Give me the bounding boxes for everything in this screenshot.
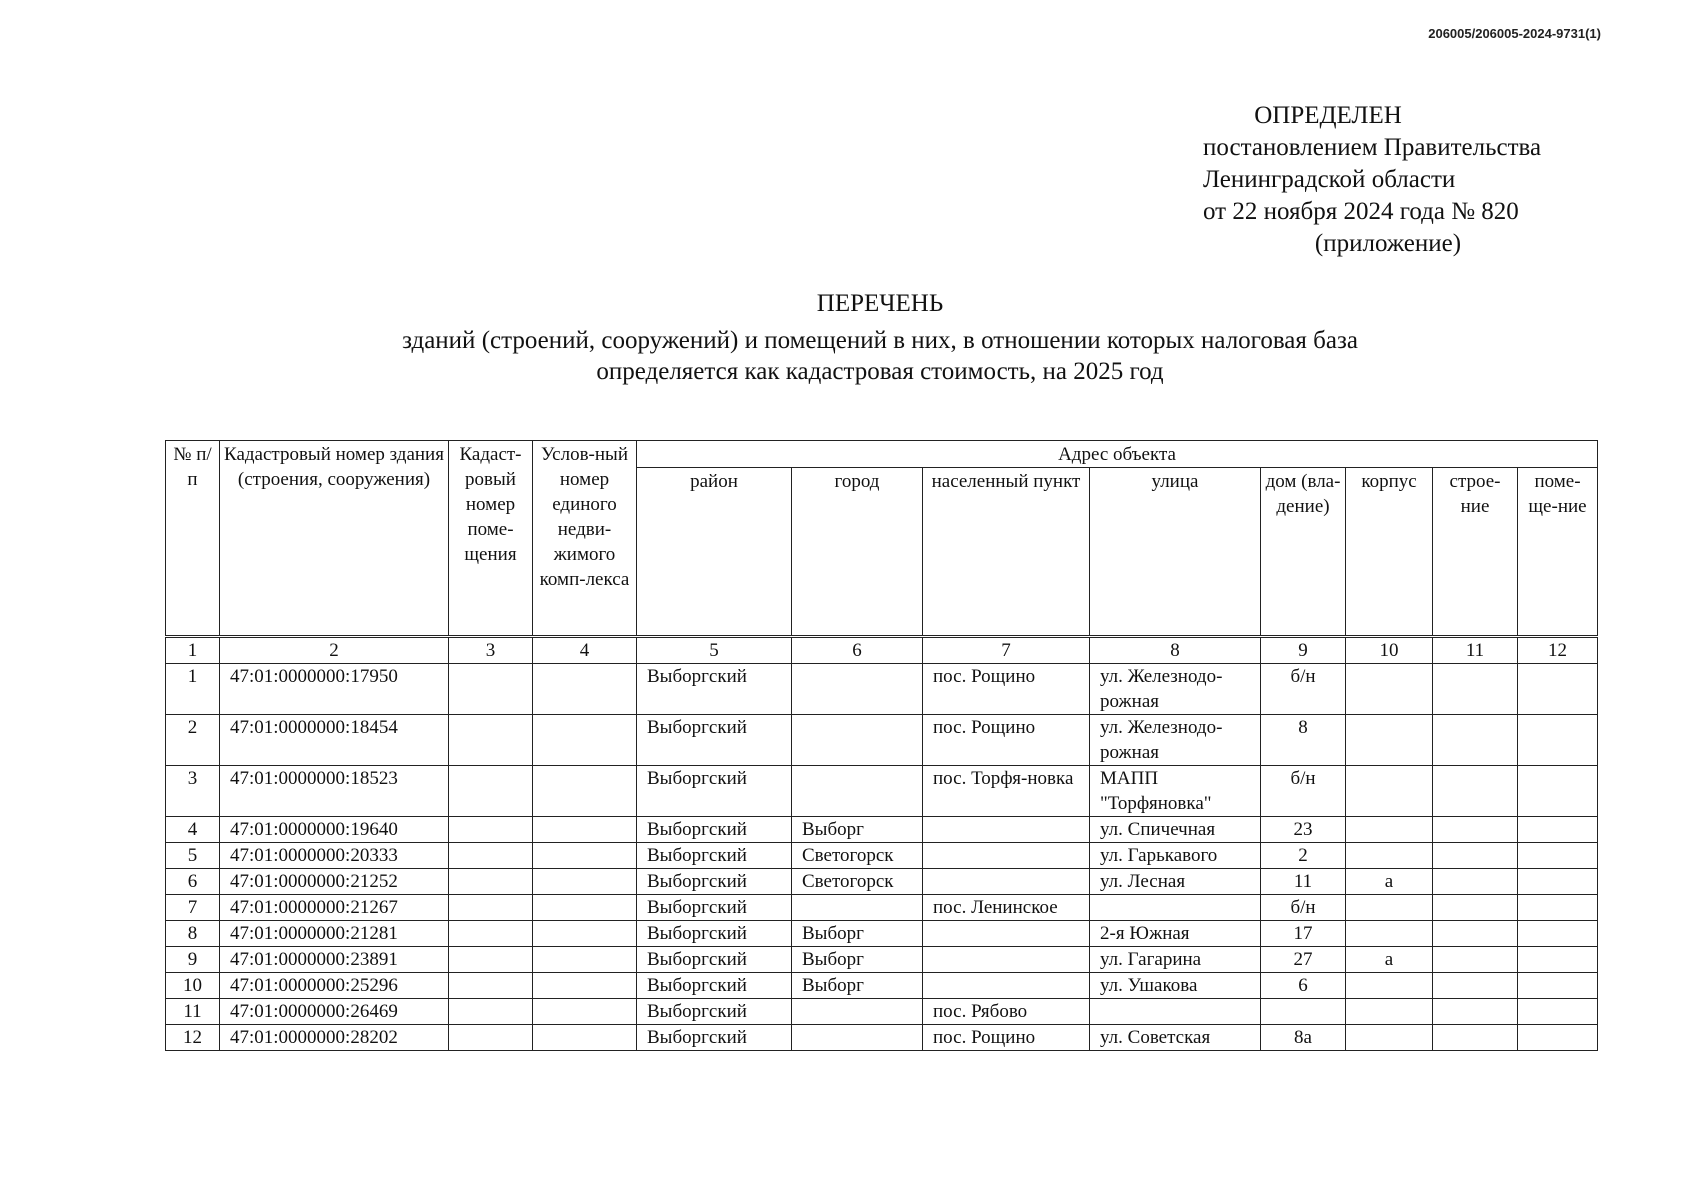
table-row [166, 895, 1598, 921]
cell-street: ул. Лесная [1090, 869, 1261, 895]
cell-street [1090, 895, 1261, 921]
cell-district: Выборгский [637, 843, 792, 869]
table-row [166, 973, 1598, 999]
cell-conditional [533, 664, 637, 715]
header-street: улица [1090, 468, 1261, 637]
cell-room-cadastral [449, 766, 533, 817]
cell-street: ул. Железнодо-рожная [1090, 715, 1261, 766]
cell-street: ул. Гарькавого [1090, 843, 1261, 869]
cell-num: 9 [166, 947, 220, 973]
cell-structure [1433, 973, 1518, 999]
table-row [166, 843, 1598, 869]
column-number: 2 [220, 637, 449, 664]
cell-num: 5 [166, 843, 220, 869]
column-number: 10 [1346, 637, 1433, 664]
cell-structure [1433, 843, 1518, 869]
cell-city [792, 715, 923, 766]
cell-settlement: пос. Торфя-новка [923, 766, 1090, 817]
cell-district: Выборгский [637, 766, 792, 817]
cell-num: 2 [166, 715, 220, 766]
cell-room [1518, 999, 1598, 1025]
cell-house: 2 [1261, 843, 1346, 869]
column-number: 11 [1433, 637, 1518, 664]
cell-street: 2-я Южная [1090, 921, 1261, 947]
cell-settlement [923, 843, 1090, 869]
cell-structure [1433, 895, 1518, 921]
approval-block [1203, 100, 1603, 260]
cell-room [1518, 843, 1598, 869]
cell-conditional [533, 895, 637, 921]
cell-room-cadastral [449, 999, 533, 1025]
cell-house: 23 [1261, 817, 1346, 843]
cell-conditional [533, 869, 637, 895]
cell-house: 8а [1261, 1025, 1346, 1051]
cell-room [1518, 766, 1598, 817]
cell-conditional [533, 766, 637, 817]
cell-cadastral: 47:01:0000000:18523 [220, 766, 449, 817]
cell-conditional [533, 1025, 637, 1051]
cell-building [1346, 921, 1433, 947]
cell-district: Выборгский [637, 817, 792, 843]
header-settlement: населенный пункт [923, 468, 1090, 637]
column-number: 5 [637, 637, 792, 664]
cell-room [1518, 715, 1598, 766]
header-num: № п/п [166, 441, 220, 637]
cell-room-cadastral [449, 921, 533, 947]
cell-district: Выборгский [637, 999, 792, 1025]
column-number: 7 [923, 637, 1090, 664]
cell-district: Выборгский [637, 973, 792, 999]
cell-cadastral: 47:01:0000000:18454 [220, 715, 449, 766]
cell-building [1346, 843, 1433, 869]
cell-room-cadastral [449, 973, 533, 999]
cell-building [1346, 766, 1433, 817]
cell-num: 4 [166, 817, 220, 843]
cell-room [1518, 947, 1598, 973]
header-room: поме-ще-ние [1518, 468, 1598, 637]
cell-settlement: пос. Рощино [923, 1025, 1090, 1051]
table-row [166, 869, 1598, 895]
column-number: 3 [449, 637, 533, 664]
cell-cadastral: 47:01:0000000:23891 [220, 947, 449, 973]
table-row [166, 999, 1598, 1025]
document-subtitle-line-2: определяется как кадастровая стоимость, на 2025 год [596, 358, 1164, 385]
cell-room [1518, 817, 1598, 843]
cell-num: 1 [166, 664, 220, 715]
cell-conditional [533, 947, 637, 973]
cell-room [1518, 895, 1598, 921]
cell-num: 10 [166, 973, 220, 999]
cell-district: Выборгский [637, 664, 792, 715]
cell-room-cadastral [449, 715, 533, 766]
cell-settlement: пос. Рябово [923, 999, 1090, 1025]
cell-conditional [533, 999, 637, 1025]
cell-structure [1433, 921, 1518, 947]
cell-settlement [923, 947, 1090, 973]
cell-cadastral: 47:01:0000000:19640 [220, 817, 449, 843]
cell-cadastral: 47:01:0000000:28202 [220, 1025, 449, 1051]
header-building: корпус [1346, 468, 1433, 637]
cell-house: б/н [1261, 766, 1346, 817]
approval-line-3: Ленинградской области [1203, 166, 1456, 193]
cell-city: Светогорск [792, 843, 923, 869]
cell-building [1346, 1025, 1433, 1051]
cell-room [1518, 1025, 1598, 1051]
cell-building: а [1346, 947, 1433, 973]
column-number: 6 [792, 637, 923, 664]
cell-num: 7 [166, 895, 220, 921]
cell-house: 17 [1261, 921, 1346, 947]
column-number: 9 [1261, 637, 1346, 664]
column-number: 8 [1090, 637, 1261, 664]
header-cadastral-room: Кадаст-ровый номер поме-щения [449, 441, 533, 637]
cell-house: б/н [1261, 664, 1346, 715]
cell-city: Выборг [792, 947, 923, 973]
cell-structure [1433, 715, 1518, 766]
cell-cadastral: 47:01:0000000:21267 [220, 895, 449, 921]
header-row-1 [166, 441, 1598, 468]
cell-building [1346, 664, 1433, 715]
cell-settlement [923, 817, 1090, 843]
cell-cadastral: 47:01:0000000:21281 [220, 921, 449, 947]
header-address-group: Адрес объекта [637, 441, 1598, 468]
cell-structure [1433, 869, 1518, 895]
cell-room [1518, 921, 1598, 947]
approval-line-1: ОПРЕДЕЛЕН [1254, 102, 1402, 129]
cell-street: ул. Ушакова [1090, 973, 1261, 999]
cell-structure [1433, 947, 1518, 973]
cell-street: ул. Железнодо-рожная [1090, 664, 1261, 715]
header-district: район [637, 468, 792, 637]
cell-num: 8 [166, 921, 220, 947]
cell-room-cadastral [449, 947, 533, 973]
cell-district: Выборгский [637, 869, 792, 895]
table-row [166, 1025, 1598, 1051]
cell-house [1261, 999, 1346, 1025]
cell-settlement [923, 973, 1090, 999]
cell-district: Выборгский [637, 715, 792, 766]
cell-conditional [533, 921, 637, 947]
table-row [166, 921, 1598, 947]
cell-city: Выборг [792, 921, 923, 947]
column-number: 4 [533, 637, 637, 664]
cell-room-cadastral [449, 843, 533, 869]
cell-building [1346, 895, 1433, 921]
cell-structure [1433, 766, 1518, 817]
cell-settlement: пос. Рощино [923, 715, 1090, 766]
cell-cadastral: 47:01:0000000:26469 [220, 999, 449, 1025]
table-row [166, 817, 1598, 843]
cell-num: 11 [166, 999, 220, 1025]
cell-building [1346, 999, 1433, 1025]
register-table [165, 440, 1598, 1051]
table-row [166, 947, 1598, 973]
cell-settlement [923, 921, 1090, 947]
column-number: 1 [166, 637, 220, 664]
approval-line-5: (приложение) [1314, 230, 1462, 257]
cell-city [792, 999, 923, 1025]
cell-structure [1433, 1025, 1518, 1051]
cell-city: Выборг [792, 817, 923, 843]
cell-cadastral: 47:01:0000000:25296 [220, 973, 449, 999]
header-conditional-number: Услов-ный номер единого недви-жимого комп-лекса [533, 441, 637, 637]
cell-street: ул. Советская [1090, 1025, 1261, 1051]
document-heading: ПЕРЕЧЕНЬ [816, 290, 944, 317]
cell-building: а [1346, 869, 1433, 895]
cell-room [1518, 664, 1598, 715]
cell-district: Выборгский [637, 921, 792, 947]
cell-cadastral: 47:01:0000000:20333 [220, 843, 449, 869]
cell-city [792, 895, 923, 921]
cell-city: Выборг [792, 973, 923, 999]
cell-house: б/н [1261, 895, 1346, 921]
cell-structure [1433, 817, 1518, 843]
cell-num: 6 [166, 869, 220, 895]
cell-building [1346, 973, 1433, 999]
column-number-row [166, 637, 1598, 664]
cell-settlement [923, 869, 1090, 895]
header-cadastral-building: Кадастровый номер здания (строения, сооружения) [220, 441, 449, 637]
document-id: 206005/206005-2024-9731(1) [1428, 26, 1601, 41]
cell-cadastral: 47:01:0000000:17950 [220, 664, 449, 715]
cell-room-cadastral [449, 817, 533, 843]
document-subtitle-line-1: зданий (строений, сооружений) и помещений в них, в отношении которых налоговая база [402, 327, 1358, 354]
cell-room-cadastral [449, 895, 533, 921]
cell-settlement: пос. Рощино [923, 664, 1090, 715]
header-house: дом (вла-дение) [1261, 468, 1346, 637]
cell-room [1518, 869, 1598, 895]
cell-district: Выборгский [637, 895, 792, 921]
cell-house: 27 [1261, 947, 1346, 973]
cell-conditional [533, 973, 637, 999]
cell-house: 11 [1261, 869, 1346, 895]
column-number: 12 [1518, 637, 1598, 664]
cell-street [1090, 999, 1261, 1025]
cell-city [792, 766, 923, 817]
cell-settlement: пос. Ленинское [923, 895, 1090, 921]
header-structure: строе-ние [1433, 468, 1518, 637]
cell-conditional [533, 843, 637, 869]
cell-street: МАПП "Торфяновка" [1090, 766, 1261, 817]
cell-district: Выборгский [637, 947, 792, 973]
table-row [166, 715, 1598, 766]
cell-building [1346, 715, 1433, 766]
cell-house: 6 [1261, 973, 1346, 999]
cell-building [1346, 817, 1433, 843]
cell-city: Светогорск [792, 869, 923, 895]
cell-district: Выборгский [637, 1025, 792, 1051]
cell-conditional [533, 817, 637, 843]
cell-room [1518, 973, 1598, 999]
table-row [166, 766, 1598, 817]
table-body [166, 664, 1598, 1051]
approval-line-4: от 22 ноября 2024 года № 820 [1203, 198, 1519, 225]
cell-conditional [533, 715, 637, 766]
approval-line-2: постановлением Правительства [1203, 134, 1542, 161]
cell-room-cadastral [449, 1025, 533, 1051]
cell-cadastral: 47:01:0000000:21252 [220, 869, 449, 895]
cell-street: ул. Гагарина [1090, 947, 1261, 973]
cell-city [792, 664, 923, 715]
cell-city [792, 1025, 923, 1051]
cell-num: 3 [166, 766, 220, 817]
cell-house: 8 [1261, 715, 1346, 766]
cell-structure [1433, 999, 1518, 1025]
cell-room-cadastral [449, 664, 533, 715]
header-city: город [792, 468, 923, 637]
cell-structure [1433, 664, 1518, 715]
table-row [166, 664, 1598, 715]
cell-room-cadastral [449, 869, 533, 895]
cell-street: ул. Спичечная [1090, 817, 1261, 843]
cell-num: 12 [166, 1025, 220, 1051]
